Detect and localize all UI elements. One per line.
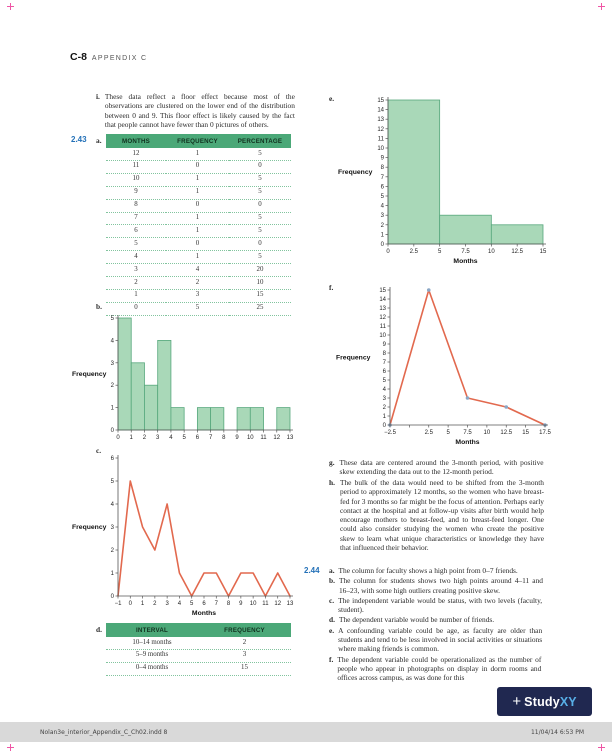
table-cell: 1	[166, 148, 229, 161]
table-row	[106, 277, 291, 290]
table-row	[106, 161, 291, 174]
svg-text:7: 7	[208, 435, 213, 441]
answer-text: The column for students shows two high points around 4–11 and 16–23, with some high outliers creating positive skew.	[338, 576, 543, 595]
svg-text:Months: Months	[453, 258, 478, 265]
table-cell: 1	[166, 213, 229, 226]
svg-text:3: 3	[165, 601, 169, 607]
table-cell: 8	[106, 200, 166, 213]
section-title: APPENDIX C	[91, 55, 148, 62]
svg-text:5: 5	[110, 479, 114, 485]
answer-letter: a.	[329, 566, 335, 575]
table-cell: 0	[229, 200, 291, 213]
svg-text:Frequency: Frequency	[338, 169, 373, 176]
svg-text:0: 0	[110, 594, 114, 600]
answer-letter-i: i.	[96, 92, 100, 101]
svg-text:6: 6	[195, 435, 200, 441]
answer-letter: d.	[329, 615, 335, 625]
table-row	[106, 200, 291, 213]
svg-text:0: 0	[386, 249, 390, 255]
table-cell: 5	[229, 174, 291, 187]
table-cell: 1	[166, 225, 229, 238]
svg-text:14: 14	[379, 297, 386, 303]
table-row	[106, 174, 291, 187]
crop-mark-top-right	[598, 3, 605, 10]
svg-text:4: 4	[382, 387, 386, 393]
table-cell: 20	[229, 264, 291, 277]
table-cell: 1	[106, 290, 166, 303]
svg-text:5: 5	[382, 378, 386, 384]
table-cell: 0–4 months	[106, 663, 198, 676]
svg-text:4: 4	[110, 502, 114, 508]
exercise-number-243: 2.43	[71, 135, 87, 144]
table-cell: 2	[106, 277, 166, 290]
table-cell: 10	[229, 277, 291, 290]
table-cell: 4	[166, 264, 229, 277]
table-cell: 1	[166, 251, 229, 264]
answer-item	[329, 615, 551, 624]
svg-text:2: 2	[380, 222, 384, 229]
svg-text:6: 6	[202, 601, 206, 607]
answer-letter-f: f.	[329, 283, 334, 292]
answer-text: The column for faculty shows a high point from 0–7 friends.	[338, 566, 518, 575]
table-cell: 5–9 months	[106, 650, 198, 663]
table-row	[106, 650, 291, 663]
svg-text:2: 2	[153, 601, 157, 607]
svg-text:12: 12	[377, 126, 384, 133]
answer-item	[329, 626, 551, 654]
table-cell: 15	[198, 663, 291, 676]
svg-text:1: 1	[382, 414, 386, 420]
studyxy-logo	[497, 687, 592, 716]
exercise-number-244: 2.44	[304, 566, 320, 575]
svg-text:−1: −1	[114, 601, 122, 607]
svg-text:3: 3	[110, 360, 114, 367]
svg-text:1: 1	[140, 601, 145, 607]
svg-text:8: 8	[226, 601, 231, 607]
table-cell: 12	[106, 148, 166, 161]
column-header: FREQUENCY	[224, 626, 265, 634]
crop-mark-bottom-left	[7, 744, 14, 751]
answer-item	[329, 596, 551, 615]
svg-text:9: 9	[235, 435, 239, 441]
table-cell: 10–14 months	[106, 637, 198, 650]
table-cell: 15	[229, 290, 291, 303]
svg-text:−2.5: −2.5	[384, 430, 396, 436]
svg-text:7.5: 7.5	[461, 249, 470, 255]
answer-i	[96, 92, 298, 129]
svg-text:7.5: 7.5	[463, 430, 472, 436]
table-cell: 5	[229, 251, 291, 264]
answer-h	[329, 478, 547, 552]
answer-letter-c: c.	[96, 446, 102, 455]
table-header-row	[106, 134, 291, 148]
page-number: C-8	[70, 51, 87, 63]
svg-text:9: 9	[239, 601, 243, 607]
table-cell: 11	[106, 161, 166, 174]
table-row	[106, 213, 291, 226]
svg-text:13: 13	[377, 117, 384, 124]
answer-text-i: These data reflect a floor effect because most of the observations are clustered on the lower end of the distribution between 0 and 9. This floor effect is likely caused by the fact that people cannot have fewer than 0 pictures of others.	[104, 92, 295, 129]
svg-text:10: 10	[483, 430, 491, 436]
table-header-row	[106, 623, 291, 637]
answers-list-244	[329, 566, 551, 684]
svg-text:2: 2	[142, 435, 147, 441]
answer-letter-h: h.	[329, 478, 335, 487]
table-cell: 2	[166, 277, 229, 290]
svg-text:3: 3	[156, 435, 160, 441]
svg-text:12.5: 12.5	[511, 249, 524, 255]
table-row	[106, 187, 291, 200]
svg-text:8: 8	[382, 351, 386, 357]
table-cell: 1	[166, 187, 229, 200]
table-cell: 25	[229, 303, 291, 316]
svg-text:6: 6	[382, 369, 386, 375]
table-cell: 10	[106, 174, 166, 187]
table-cell: 5	[229, 187, 291, 200]
brand-xy: XY	[559, 694, 577, 709]
svg-text:11: 11	[262, 601, 269, 607]
footer-filename: Nolan3e_interior_Appendix_C_Ch02.indd 8	[40, 728, 168, 736]
svg-text:11: 11	[260, 435, 267, 441]
table-cell: 3	[166, 290, 229, 303]
svg-text:15: 15	[379, 288, 386, 294]
svg-text:2.5: 2.5	[424, 430, 433, 436]
answer-letter-d: d.	[96, 625, 102, 634]
svg-text:11: 11	[379, 324, 386, 330]
svg-text:Months: Months	[455, 439, 480, 446]
answer-letter: c.	[329, 595, 335, 605]
column-header: MONTHS	[121, 137, 150, 145]
svg-text:1: 1	[380, 232, 384, 239]
svg-text:15: 15	[377, 98, 384, 104]
svg-text:3: 3	[382, 396, 386, 402]
answer-text: The independent variable would be status, with two levels (faculty, student).	[338, 595, 543, 615]
answer-letter: e.	[329, 625, 335, 635]
answer-text: A confounding variable could be age, as faculty are older than students and tend to be less involved in social activities or situations where making friends is common.	[338, 625, 543, 654]
svg-text:2.5: 2.5	[409, 249, 419, 255]
svg-text:4: 4	[110, 338, 114, 345]
table-row	[106, 663, 291, 676]
table-cell: 3	[198, 650, 291, 663]
answer-text: The dependent variable would be number of friends.	[338, 615, 495, 625]
grouped-frequency-polygon	[334, 280, 552, 448]
svg-text:4: 4	[169, 435, 173, 441]
footer-timestamp: 11/04/14 6:53 PM	[530, 728, 584, 736]
svg-text:5: 5	[110, 316, 114, 322]
answer-letter-a: a.	[96, 136, 102, 145]
table-row	[106, 251, 291, 264]
table-cell: 4	[106, 251, 166, 264]
svg-text:7: 7	[214, 601, 218, 607]
svg-text:13: 13	[286, 601, 294, 607]
svg-text:0: 0	[116, 435, 120, 441]
svg-text:6: 6	[380, 184, 384, 191]
svg-text:4: 4	[380, 203, 384, 210]
table-cell: 7	[106, 213, 166, 226]
svg-text:1: 1	[110, 571, 114, 577]
crop-mark-bottom-right	[598, 744, 605, 751]
svg-text:1: 1	[110, 405, 114, 412]
table-cell: 5	[166, 303, 229, 316]
answer-text-h: The bulk of the data would need to be shifted from the 3-month period to approximately 12 months, so the women who have breast-fed for 3 months so far might be the focus of attention. Perhaps early contact at the hospital and at follow-up visits after birth would help encourage mothers to breast-feed, and to breast-feed longer. One could also consider studying the women who create the positive skew to learn what unique characteristics or knowledge they have that influenced their behavior.	[339, 478, 544, 553]
svg-text:5: 5	[446, 430, 450, 436]
svg-text:7: 7	[380, 174, 384, 181]
table-row	[106, 148, 291, 161]
svg-text:9: 9	[380, 155, 384, 162]
table-cell: 3	[106, 264, 166, 277]
table-cell: 9	[106, 187, 166, 200]
table-cell: 5	[106, 238, 166, 251]
svg-text:9: 9	[382, 342, 386, 348]
svg-text:6: 6	[110, 456, 114, 462]
plus-icon: +	[512, 693, 522, 710]
table-cell: 0	[106, 303, 166, 316]
frequency-polygon-months	[70, 450, 295, 620]
svg-text:Frequency: Frequency	[336, 354, 371, 362]
svg-text:10: 10	[377, 146, 384, 152]
svg-text:5: 5	[190, 601, 194, 607]
interval-frequency-table	[106, 623, 291, 676]
svg-text:13: 13	[379, 306, 386, 312]
answer-letter: f.	[329, 654, 334, 664]
svg-text:15: 15	[522, 430, 529, 436]
table-cell: 0	[229, 238, 291, 251]
svg-text:Months: Months	[191, 610, 217, 617]
answer-item	[329, 566, 551, 575]
svg-text:7: 7	[382, 360, 386, 366]
column-header: PERCENTAGE	[237, 137, 283, 145]
svg-text:Frequency: Frequency	[72, 524, 107, 531]
crop-mark-top-left	[7, 3, 14, 10]
svg-text:0: 0	[382, 423, 386, 429]
table-row	[106, 290, 291, 303]
svg-text:5: 5	[437, 249, 442, 255]
svg-text:8: 8	[222, 435, 226, 441]
answer-item	[329, 576, 551, 595]
svg-text:3: 3	[110, 525, 114, 531]
svg-text:2: 2	[382, 405, 386, 411]
svg-text:3: 3	[380, 213, 384, 220]
svg-text:1: 1	[129, 435, 133, 441]
table-cell: 0	[166, 200, 229, 213]
months-frequency-table	[106, 134, 291, 316]
table-cell: 0	[166, 161, 229, 174]
table-cell: 5	[229, 225, 291, 238]
svg-text:10: 10	[246, 435, 254, 441]
column-header: INTERVAL	[136, 626, 168, 634]
svg-text:0: 0	[380, 242, 384, 248]
table-cell: 0	[166, 238, 229, 251]
answer-letter-g: g.	[329, 458, 335, 467]
grouped-histogram-months	[336, 90, 550, 270]
answer-text-g: These data are centered around the 3-month period, with positive skew extending the data out to the 12-month period.	[339, 458, 544, 477]
svg-text:12: 12	[273, 435, 281, 441]
table-cell: 5	[229, 213, 291, 226]
table-cell: 0	[229, 161, 291, 174]
svg-text:13: 13	[286, 435, 294, 441]
answer-letter: b.	[329, 576, 335, 586]
histogram-months-frequency	[70, 306, 295, 458]
svg-text:0: 0	[110, 428, 114, 434]
answer-letter-e: e.	[329, 94, 335, 103]
svg-text:2: 2	[110, 383, 114, 390]
svg-text:12: 12	[379, 315, 386, 321]
table-cell: 6	[106, 225, 166, 238]
svg-text:5: 5	[380, 194, 384, 200]
print-footer	[0, 722, 612, 742]
svg-text:10: 10	[249, 601, 257, 607]
svg-text:0: 0	[128, 601, 132, 607]
svg-text:14: 14	[377, 107, 384, 114]
svg-text:12.5: 12.5	[500, 430, 513, 436]
svg-text:11: 11	[377, 136, 384, 143]
answer-g	[329, 458, 547, 477]
svg-text:10: 10	[379, 333, 386, 339]
svg-text:2: 2	[110, 548, 114, 554]
column-header: FREQUENCY	[177, 137, 218, 145]
svg-text:5: 5	[182, 435, 186, 441]
table-row	[106, 225, 291, 238]
table-row	[106, 238, 291, 251]
table-cell: 1	[166, 174, 229, 187]
answer-item	[329, 655, 551, 683]
table-cell: 2	[198, 637, 291, 650]
svg-text:8: 8	[380, 165, 384, 172]
running-header	[70, 47, 147, 65]
svg-text:17.5: 17.5	[539, 430, 551, 436]
svg-text:12: 12	[274, 601, 282, 607]
table-cell: 5	[229, 148, 291, 161]
svg-text:15: 15	[539, 249, 547, 255]
svg-text:4: 4	[177, 601, 182, 607]
exercise-244	[304, 566, 552, 684]
answer-letter-b: b.	[96, 302, 102, 311]
brand-study: Study	[524, 694, 560, 709]
svg-text:Frequency: Frequency	[72, 371, 107, 378]
table-row	[106, 264, 291, 277]
answer-text: The dependent variable could be operationalized as the number of people who appear in photographs on display in dorm rooms and offices across campus, as was done for this	[337, 654, 542, 683]
table-row	[106, 637, 291, 650]
svg-text:10: 10	[487, 249, 495, 255]
